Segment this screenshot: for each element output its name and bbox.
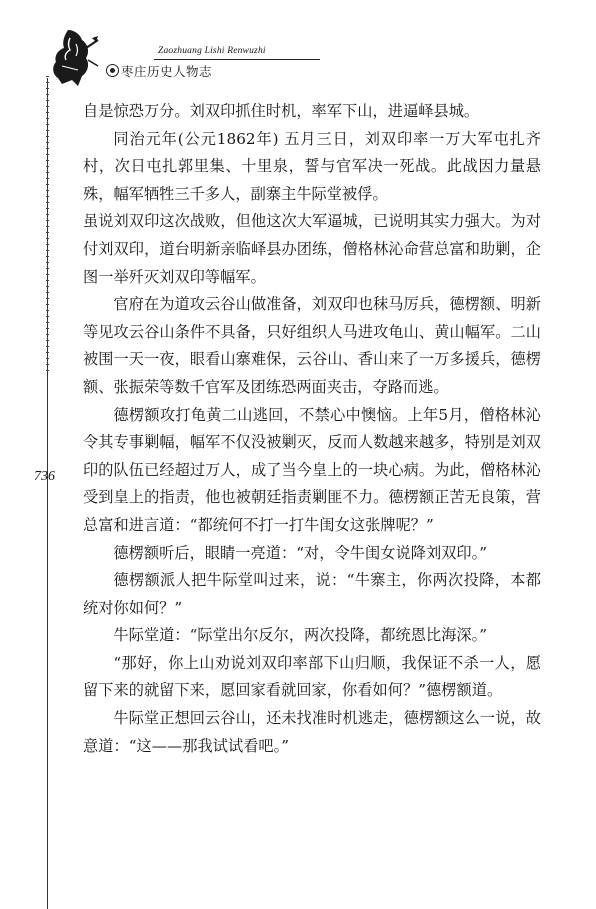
- body-text: [83, 98, 541, 760]
- page-number: 736: [34, 469, 55, 484]
- paragraph: 德楞额派人把牛际堂叫过来，说：“牛寨主，你两次投降，本都统对你如何？”: [83, 571, 541, 617]
- paragraph: 德楞额听后，眼睛一亮道：“对，令牛闺女说降刘双印。”: [113, 543, 488, 562]
- paragraph: 虽说刘双印这次战败，但他这次大军逼城，已说明其实力强大。为对付刘双印，道台明新亲临峄县办团练，僧格林沁命营总富和助剿，企图一举歼灭刘双印等幅军。: [83, 212, 541, 286]
- paragraph: 同治元年(公元1862年) 五月三日，刘双印率一万大军屯扎齐村，次日屯扎郭里集、十里泉，誓与官军决一死战。此战因力量悬殊，幅军牺牲三千多人，副寨主牛际堂被俘。: [83, 129, 541, 203]
- bullet-circle-icon: [106, 64, 119, 77]
- paragraph: 牛际堂道：“际堂出尔反尔，两次投降，都统恩比海深。”: [113, 626, 488, 645]
- series-title-english: Zaozhuang Lishi Renwuzhi: [158, 46, 266, 56]
- margin-rule-ticks: [46, 76, 49, 376]
- series-title-chinese-text: 枣庄历史人物志: [121, 64, 213, 79]
- header-rule: [154, 59, 320, 60]
- series-emblem-icon: [48, 26, 100, 90]
- paragraph: 德楞额攻打龟黄二山逃回，不禁心中懊恼。上年5月，僧格林沁令其专事剿幅，幅军不仅没被剿灭，反而人数越来越多，特别是刘双印的队伍已经超过万人，成了当今皇上的一块心病。为此，僧格林沁受到皇上的指责，他也被朝廷指责剿匪不力。德楞额正苦无良策，营总富和进言道：“都统何不打一打牛闺女这张牌呢？”: [83, 405, 541, 534]
- series-title-chinese: [106, 62, 212, 80]
- paragraph: 自是惊恐万分。刘双印抓住时机，率军下山，进逼峄县城。: [83, 102, 480, 120]
- running-header: [46, 8, 276, 92]
- paragraph: 牛际堂正想回云谷山，还未找准时机逃走，德楞额这么一说，故意道：“这——那我试试看吧。”: [83, 709, 541, 755]
- paragraph: “那好，你上山劝说刘双印率部下山归顺，我保证不杀一人，愿留下来的就留下来，愿回家看就回家，你看如何？”德楞额道。: [83, 653, 541, 700]
- paragraph: 官府在为道攻云谷山做准备，刘双印也秣马厉兵，德楞额、明新等见攻云谷山条件不具备，只好组织人马进攻龟山、黄山幅军。二山被围一天一夜，眼看山寨难保，云谷山、香山来了一万多援兵，德楞额、张振荣等数千官军及团练恐两面夹击，夺路而逃。: [83, 295, 541, 396]
